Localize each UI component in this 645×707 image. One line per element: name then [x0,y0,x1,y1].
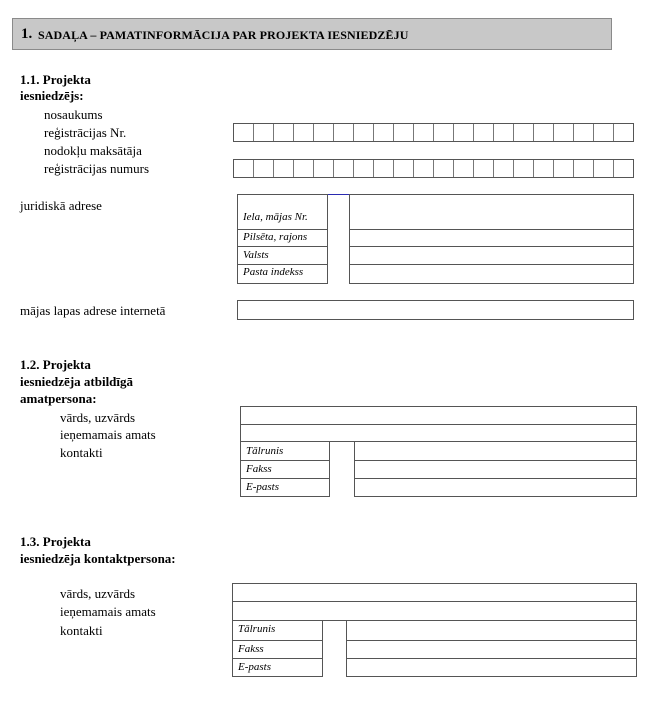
address-table [237,194,634,284]
s13-contacts-label: kontakti [60,623,103,638]
s12-contacts-label: kontakti [60,445,103,460]
s13-phone-input[interactable] [346,621,637,640]
s12-email-label: E-pasts [246,481,279,493]
address-city-label: Pilsēta, rajons [243,231,308,243]
s13-email-input[interactable] [346,659,637,676]
s13-position-label: ieņemamais amats [60,604,156,619]
s12-name-input[interactable] [241,407,636,424]
tax-number-input[interactable] [233,159,634,178]
section-title: SADAĻA – PAMATINFORMĀCIJA PAR PROJEKTA IESNIEDZĒJU [38,28,409,42]
address-postcode-input[interactable] [349,265,634,283]
address-country-label: Valsts [243,249,269,261]
website-input[interactable] [237,300,634,320]
address-label: juridiskā adrese [20,198,102,213]
website-label: mājas lapas adrese internetā [20,303,166,318]
s12-fax-input[interactable] [354,461,637,478]
s12-position-label: ieņemamais amats [60,427,156,442]
s12-fax-label: Fakss [246,463,272,475]
s13-email-label: E-pasts [238,661,271,673]
s11-tax-label-1: nodokļu maksātāja [44,143,142,158]
s12-table [240,406,637,497]
s13-name-input[interactable] [233,584,636,601]
s12-heading-2: iesniedzēja atbildīgā [20,374,134,389]
s12-phone-input[interactable] [354,442,637,460]
s12-name-label: vārds, uzvārds [60,410,136,425]
section-header [12,18,612,50]
s11-tax-label-2: reģistrācijas numurs [44,161,150,176]
s13-phone-label: Tālrunis [238,623,276,635]
s12-heading-3: amatpersona: [20,391,97,406]
s12-phone-label: Tālrunis [246,445,284,457]
s11-reg-label: reģistrācijas Nr. [44,125,127,140]
address-city-input[interactable] [349,230,634,246]
address-street-label: Iela, mājas Nr. [243,211,308,223]
s13-position-input[interactable] [233,602,636,620]
section-number: 1. [21,26,33,42]
s13-heading-2: iesniedzēja kontaktpersona: [20,551,176,566]
s13-name-label: vārds, uzvārds [60,586,136,601]
s12-position-input[interactable] [241,425,636,441]
s12-email-input[interactable] [354,479,637,496]
s13-heading-1: 1.3. Projekta [20,534,91,549]
s11-heading-2: iesniedzējs: [20,88,84,103]
address-street-input[interactable] [349,195,634,229]
address-postcode-label: Pasta indekss [243,266,304,278]
reg-number-input[interactable] [233,123,634,142]
s13-fax-label: Fakss [238,643,264,655]
s13-fax-input[interactable] [346,641,637,658]
s12-heading-1: 1.2. Projekta [20,357,91,372]
s11-heading-1: 1.1. Projekta [20,72,91,87]
address-country-input[interactable] [349,247,634,264]
s11-name-label: nosaukums [44,107,103,122]
s13-table [232,583,637,677]
